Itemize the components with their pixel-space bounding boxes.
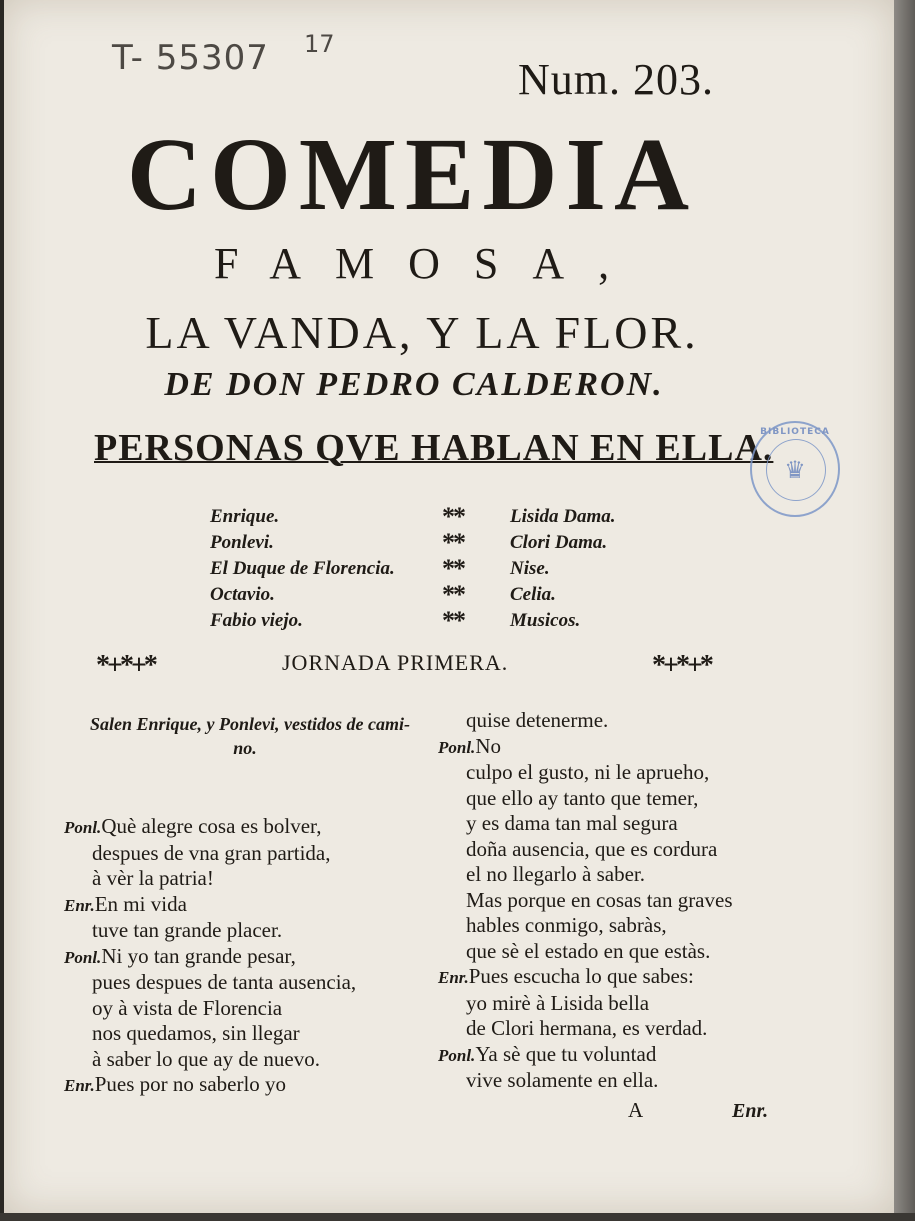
verse-line: hables conmigo, sabràs, <box>466 913 667 937</box>
comedia-number: Num. 203. <box>518 55 714 104</box>
verse-line: y es dama tan mal segura <box>466 811 678 835</box>
verse-line: à saber lo que ay de nuevo. <box>92 1046 320 1071</box>
stage-direction-line: no. <box>233 738 257 758</box>
dramatis-stars <box>442 504 464 634</box>
persona-left: Fabio viejo. <box>210 610 303 631</box>
jornada-ornament-left: *+*+* <box>96 650 155 681</box>
verse-line: Enr.Pues escucha lo que sabes: <box>438 964 694 988</box>
shelfmark: T- 55307 <box>112 38 269 78</box>
verse-line: oy à vista de Florencia <box>92 995 283 1020</box>
title-comedia: COMEDIA <box>126 117 698 232</box>
star-ornament: ** <box>442 580 464 609</box>
catchword: Enr. <box>732 1100 769 1122</box>
verse-line: à vèr la patria! <box>92 866 214 890</box>
verse-line: despues de vna gran partida, <box>92 840 331 865</box>
verse-line: tuve tan grande placer. <box>92 918 283 942</box>
persona-left: Octavio. <box>210 584 275 605</box>
verse-line: Enr.Pues por no saberlo yo <box>64 1072 287 1096</box>
speaker: Enr. <box>64 895 95 915</box>
verse-line: vive solamente en ella. <box>466 1068 659 1092</box>
verse-line: el no llegarlo à saber. <box>466 862 646 886</box>
personas-heading: PERSONAS QVE HABLAN EN ELLA. <box>94 427 774 469</box>
verse-line: culpo el gusto, ni le aprueho, <box>466 760 710 784</box>
star-ornament: ** <box>442 502 464 531</box>
document-page <box>4 0 894 1213</box>
shelfmark-sup: 17 <box>304 30 335 58</box>
dramatis-left <box>210 504 395 634</box>
stage-direction <box>90 712 410 760</box>
persona-right: Clori Dama. <box>510 532 608 553</box>
verse-line: doña ausencia, que es cordura <box>466 836 718 861</box>
verse-line: Ponl.No <box>438 733 501 758</box>
verse-line: Enr.En mi vida <box>64 891 187 916</box>
verse-line: Ponl.Què alegre cosa es bolver, <box>64 814 322 838</box>
verse-line: quise detenerme. <box>466 708 609 732</box>
persona-left: Ponlevi. <box>210 532 274 553</box>
speaker: Ponl. <box>438 737 476 757</box>
persona-left: Enrique. <box>210 506 280 527</box>
library-stamp <box>750 421 840 517</box>
stamp-text: BIBLIOTECA <box>760 427 830 437</box>
persona-right: Celia. <box>510 584 556 605</box>
page-bottom-edge <box>0 1213 915 1221</box>
signature-mark: A <box>628 1098 644 1122</box>
persona-left: El Duque de Florencia. <box>210 558 395 579</box>
persona-right: Lisida Dama. <box>510 506 616 527</box>
speaker: Enr. <box>64 1076 95 1095</box>
persona-right: Musicos. <box>510 610 581 631</box>
verse-line: que sè el estado en que estàs. <box>466 938 711 963</box>
title-play-name: LA VANDA, Y LA FLOR. <box>145 307 699 358</box>
library-seal-icon: ♛ <box>784 456 806 484</box>
verse-line: Ponl.Ni yo tan grande pesar, <box>64 943 296 968</box>
right-column <box>438 708 733 1094</box>
speaker: Enr. <box>438 968 469 987</box>
persona-right: Nise. <box>510 558 550 579</box>
speaker: Ponl. <box>64 947 102 967</box>
star-ornament: ** <box>442 528 464 557</box>
left-column <box>64 814 356 1099</box>
verse-line: Ponl.Ya sè que tu voluntad <box>438 1041 657 1066</box>
verse-line: de Clori hermana, es verdad. <box>466 1016 708 1040</box>
title-famosa: FAMOSA, <box>214 239 644 288</box>
stage-direction-line: Salen Enrique, y Ponlevi, vestidos de cami- <box>90 714 410 734</box>
verse-line: que ello ay tanto que temer, <box>466 785 699 810</box>
jornada-ornament-right: *+*+* <box>652 650 711 681</box>
verse-line: pues despues de tanta ausencia, <box>92 970 357 994</box>
star-ornament: ** <box>442 554 464 583</box>
dramatis-right <box>510 504 616 634</box>
page-right-edge <box>894 0 915 1221</box>
speaker: Ponl. <box>64 818 102 837</box>
speaker: Ponl. <box>438 1045 476 1065</box>
jornada-heading: JORNADA PRIMERA. <box>282 650 509 675</box>
verse-line: Mas porque en cosas tan graves <box>466 887 733 912</box>
star-ornament: ** <box>442 606 464 635</box>
title-author: DE DON PEDRO CALDERON. <box>164 366 664 403</box>
verse-line: yo mirè à Lisida bella <box>466 990 650 1015</box>
verse-line: nos quedamos, sin llegar <box>92 1021 300 1045</box>
